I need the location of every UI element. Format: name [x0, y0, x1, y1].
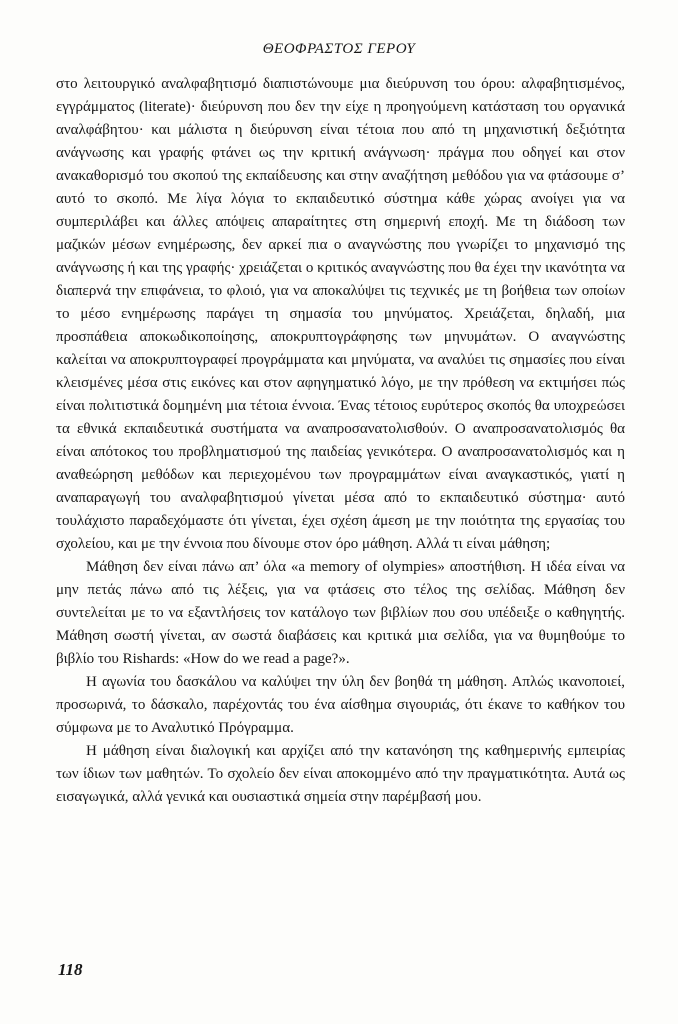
page-number: 118 — [58, 960, 83, 979]
paragraph: Η μάθηση είναι διαλογική και αρχίζει από την κατανόηση της καθημερινής εμπειρίας των ίδιων των μαθητών. Το σχολείο δεν είναι αποκομμένο από την πραγματικότητα. Αυτά ως εισαγωγικά, αλλά γενικά και ουσιαστικά σημεία στην παρέμβασή μου. — [56, 743, 625, 805]
paragraph: Η αγωνία του δασκάλου να καλύψει την ύλη δεν βοηθά τη μάθηση. Απλώς ικανοποιεί, προσωρινά, το δάσκαλο, παρέχοντάς του ένα αίσθημα σιγουριάς, ότι έκανε το καθήκον του σύμφωνα με το Αναλυτικό Πρόγραμμα. — [56, 674, 625, 736]
running-head: ΘΕΟΦΡΑΣΤΟΣ ΓΕΡΟΥ — [262, 41, 416, 57]
paragraph: Μάθηση δεν είναι πάνω απ’ όλα «a memory of olympies» αποστήθιση. Η ιδέα είναι να μην πετάς πάνω από τις λέξεις, για να φτάσεις στο τέλος της σελίδας. Μάθηση δεν συντελείται με το να εξαντλήσεις τον κατάλογο των βιβλίων που σου υπέδειξε ο καθηγητής. Μάθηση σωστή γίνεται, αν σωστά διαβάσεις και κριτικά μια σελίδα, για να θυμηθούμε το βιβλίο του Rishards: «How do we read a page?». — [56, 559, 625, 667]
body-text — [56, 73, 625, 809]
paragraph: στο λειτουργικό αναλφαβητισμό διαπιστώνουμε μια διεύρυνση του όρου: αλφαβητισμένος, εγγράμματος (literate)· διεύρυνση που δεν την είχε η προηγούμενη κατάσταση του οργανικά αναλφάβητου· και μάλιστα η διεύρυνση είναι τέτοια που από τη μηχανιστική δεξιότητα ανάγνωσης και γραφής φτάνει ως την κριτική ανάγνωση· πράγμα που οδηγεί και στον ανακαθορισμό του σκοπού της εκπαίδευσης και στην αναζήτηση μεθόδου για να φτάσουμε σ’ αυτό το σκοπό. Με λίγα λόγια το εκπαιδευτικό σύστημα κάθε χώρας ανοίγει για να συμπεριλάβει και άλλες απόψεις απαραίτητες στη σημερινή εποχή. Με τη διάδοση των μαζικών μέσων ενημέρωσης, δεν αρκεί πια ο αναγνώστης που γνωρίζει το μηχανισμό της ανάγνωσης ή και της γραφής· χρειάζεται ο κριτικός αναγνώστης που θα έχει την ικανότητα να διαπερνά την επιφάνεια, το φλοιό, για να αποκαλύψει τις τεχνικές με τη βοήθεια των οποίων το μέσο ενημέρωσης παράγει τη σημασία του μηνύματος. Χρειάζεται, δηλαδή, μια προσπάθεια αποκωδικοποίησης, αποκρυπτογράφησης των μηνυμάτων. Ο αναγνώστης καλείται να αποκρυπτογραφεί προγράμματα και μηνύματα, να αναλύει τις σημασίες που είναι κλεισμένες μέσα στις εικόνες και στον αφηγηματικό λόγο, με την πρόθεση να εκτιμήσει πώς είναι πολιτιστικά δομημένη μια τέτοια έννοια. Ένας τέτοιος ευρύτερος σκοπός θα υποχρεώσει τα εθνικά εκπαιδευτικά συστήματα να αναπροσανατολισθούν. Ο αναπροσανατολισμός θα είναι απότοκος του προβληματισμού της παιδείας γενικότερα. Ο αναπροσανατολισμός και η αναθεώρηση μεθόδων και περιεχομένου των προγραμμάτων είναι αναγκαστικός, γιατί η αναπαραγωγή του αναλφαβητισμού γίνεται μέσα από το εκπαιδευτικό σύστημα· αυτό τουλάχιστο παραδεχόμαστε ότι γίνεται, έχει σχέση άμεση με την ποιότητα της εργασίας του σχολείου, και με την έννοια που δίνουμε στον όρο μάθηση. Αλλά τι είναι μάθηση; — [56, 76, 625, 552]
